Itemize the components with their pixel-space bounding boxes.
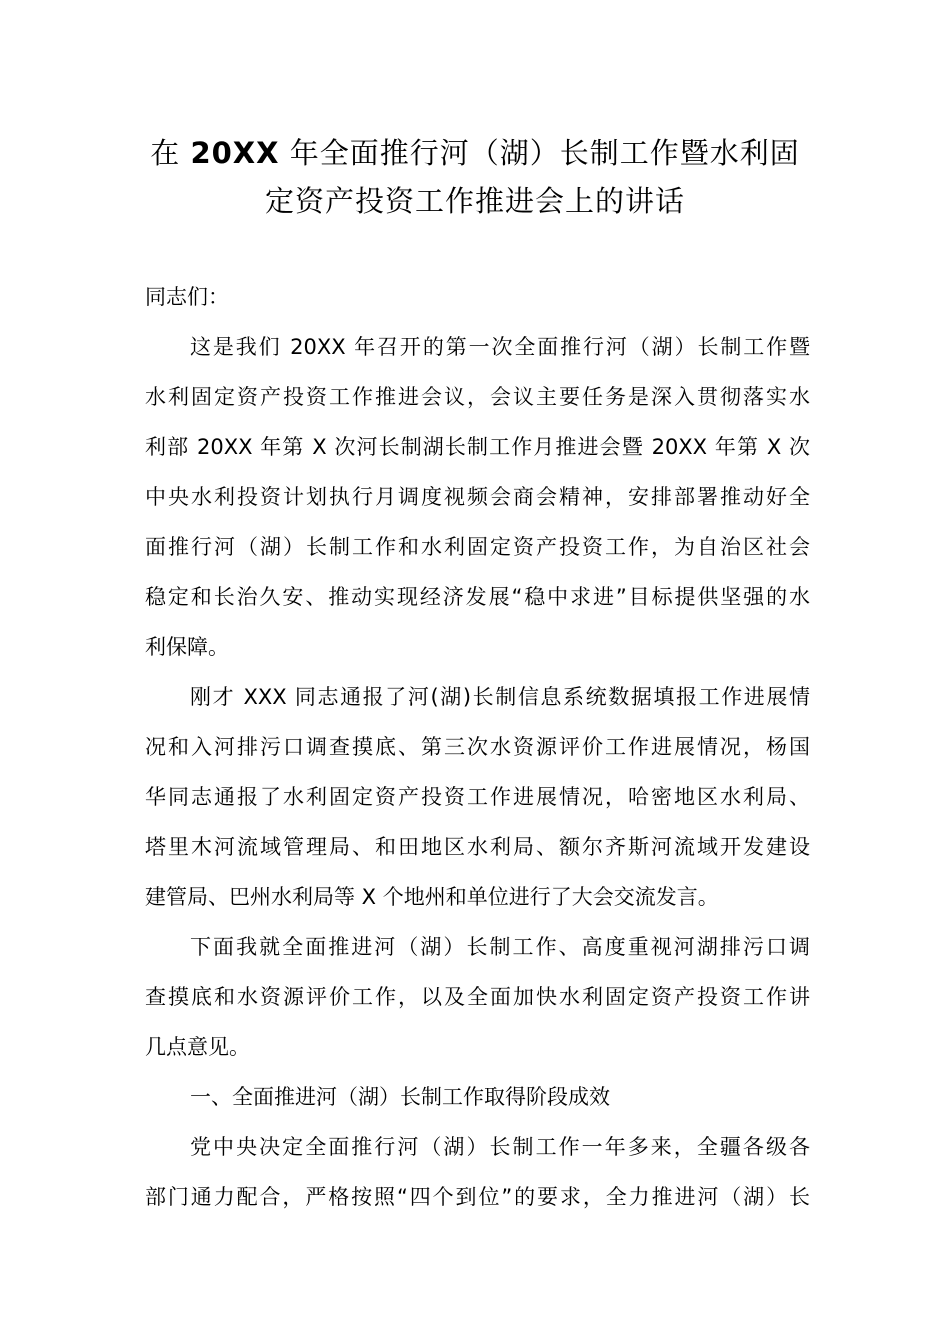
text-line: 利保障。: [145, 635, 229, 659]
text-line: 塔里木河流域管理局、和田地区水利局、额尔齐斯河流域开发建设: [145, 835, 810, 859]
text-line: 几点意见。: [145, 1035, 250, 1059]
text-line: 下面我就全面推进河（湖）长制工作、高度重视河湖排污口调: [190, 935, 810, 959]
text-line: 水利固定资产投资工作推进会议，会议主要任务是深入贯彻落实水: [145, 385, 810, 409]
text-line: 面推行河（湖）长制工作和水利固定资产投资工作，为自治区社会: [145, 535, 810, 559]
text-line: 华同志通报了水利固定资产投资工作进展情况，哈密地区水利局、: [145, 785, 810, 809]
text-line: 况和入河排污口调查摸底、第三次水资源评价工作进展情况，杨国: [145, 735, 810, 759]
text-line: 利部 20XX 年第 X 次河长制湖长制工作月推进会暨 20XX 年第 X 次: [145, 435, 810, 459]
title-year: 20XX: [190, 136, 280, 170]
text-line: 稳定和长治久安、推动实现经济发展“稳中求进”目标提供坚强的水: [145, 585, 810, 609]
text-line: 建管局、巴州水利局等 X 个地州和单位进行了大会交流发言。: [145, 885, 719, 909]
text-line: 刚才 XXX 同志通报了河(湖)长制信息系统数据填报工作进展情: [190, 685, 810, 709]
text-line: 这是我们 20XX 年召开的第一次全面推行河（湖）长制工作暨: [190, 335, 810, 359]
text-line: 查摸底和水资源评价工作，以及全面加快水利固定资产投资工作讲: [145, 985, 810, 1009]
section-heading: 一、全面推进河（湖）长制工作取得阶段成效: [190, 1085, 610, 1109]
title-prefix: 在: [150, 136, 181, 170]
title-suffix: 年全面推行河（湖）长制工作暨水利固: [289, 136, 800, 170]
salutation: 同志们：: [145, 285, 229, 309]
text-line: 部门通力配合，严格按照“四个到位”的要求，全力推进河（湖）长: [145, 1185, 810, 1209]
document-title-line-1: [140, 128, 810, 178]
document-title-line-2: 定资产投资工作推进会上的讲话: [264, 184, 685, 218]
text-line: 党中央决定全面推行河（湖）长制工作一年多来，全疆各级各: [190, 1135, 810, 1159]
text-line: 中央水利投资计划执行月调度视频会商会精神，安排部署推动好全: [145, 485, 810, 509]
